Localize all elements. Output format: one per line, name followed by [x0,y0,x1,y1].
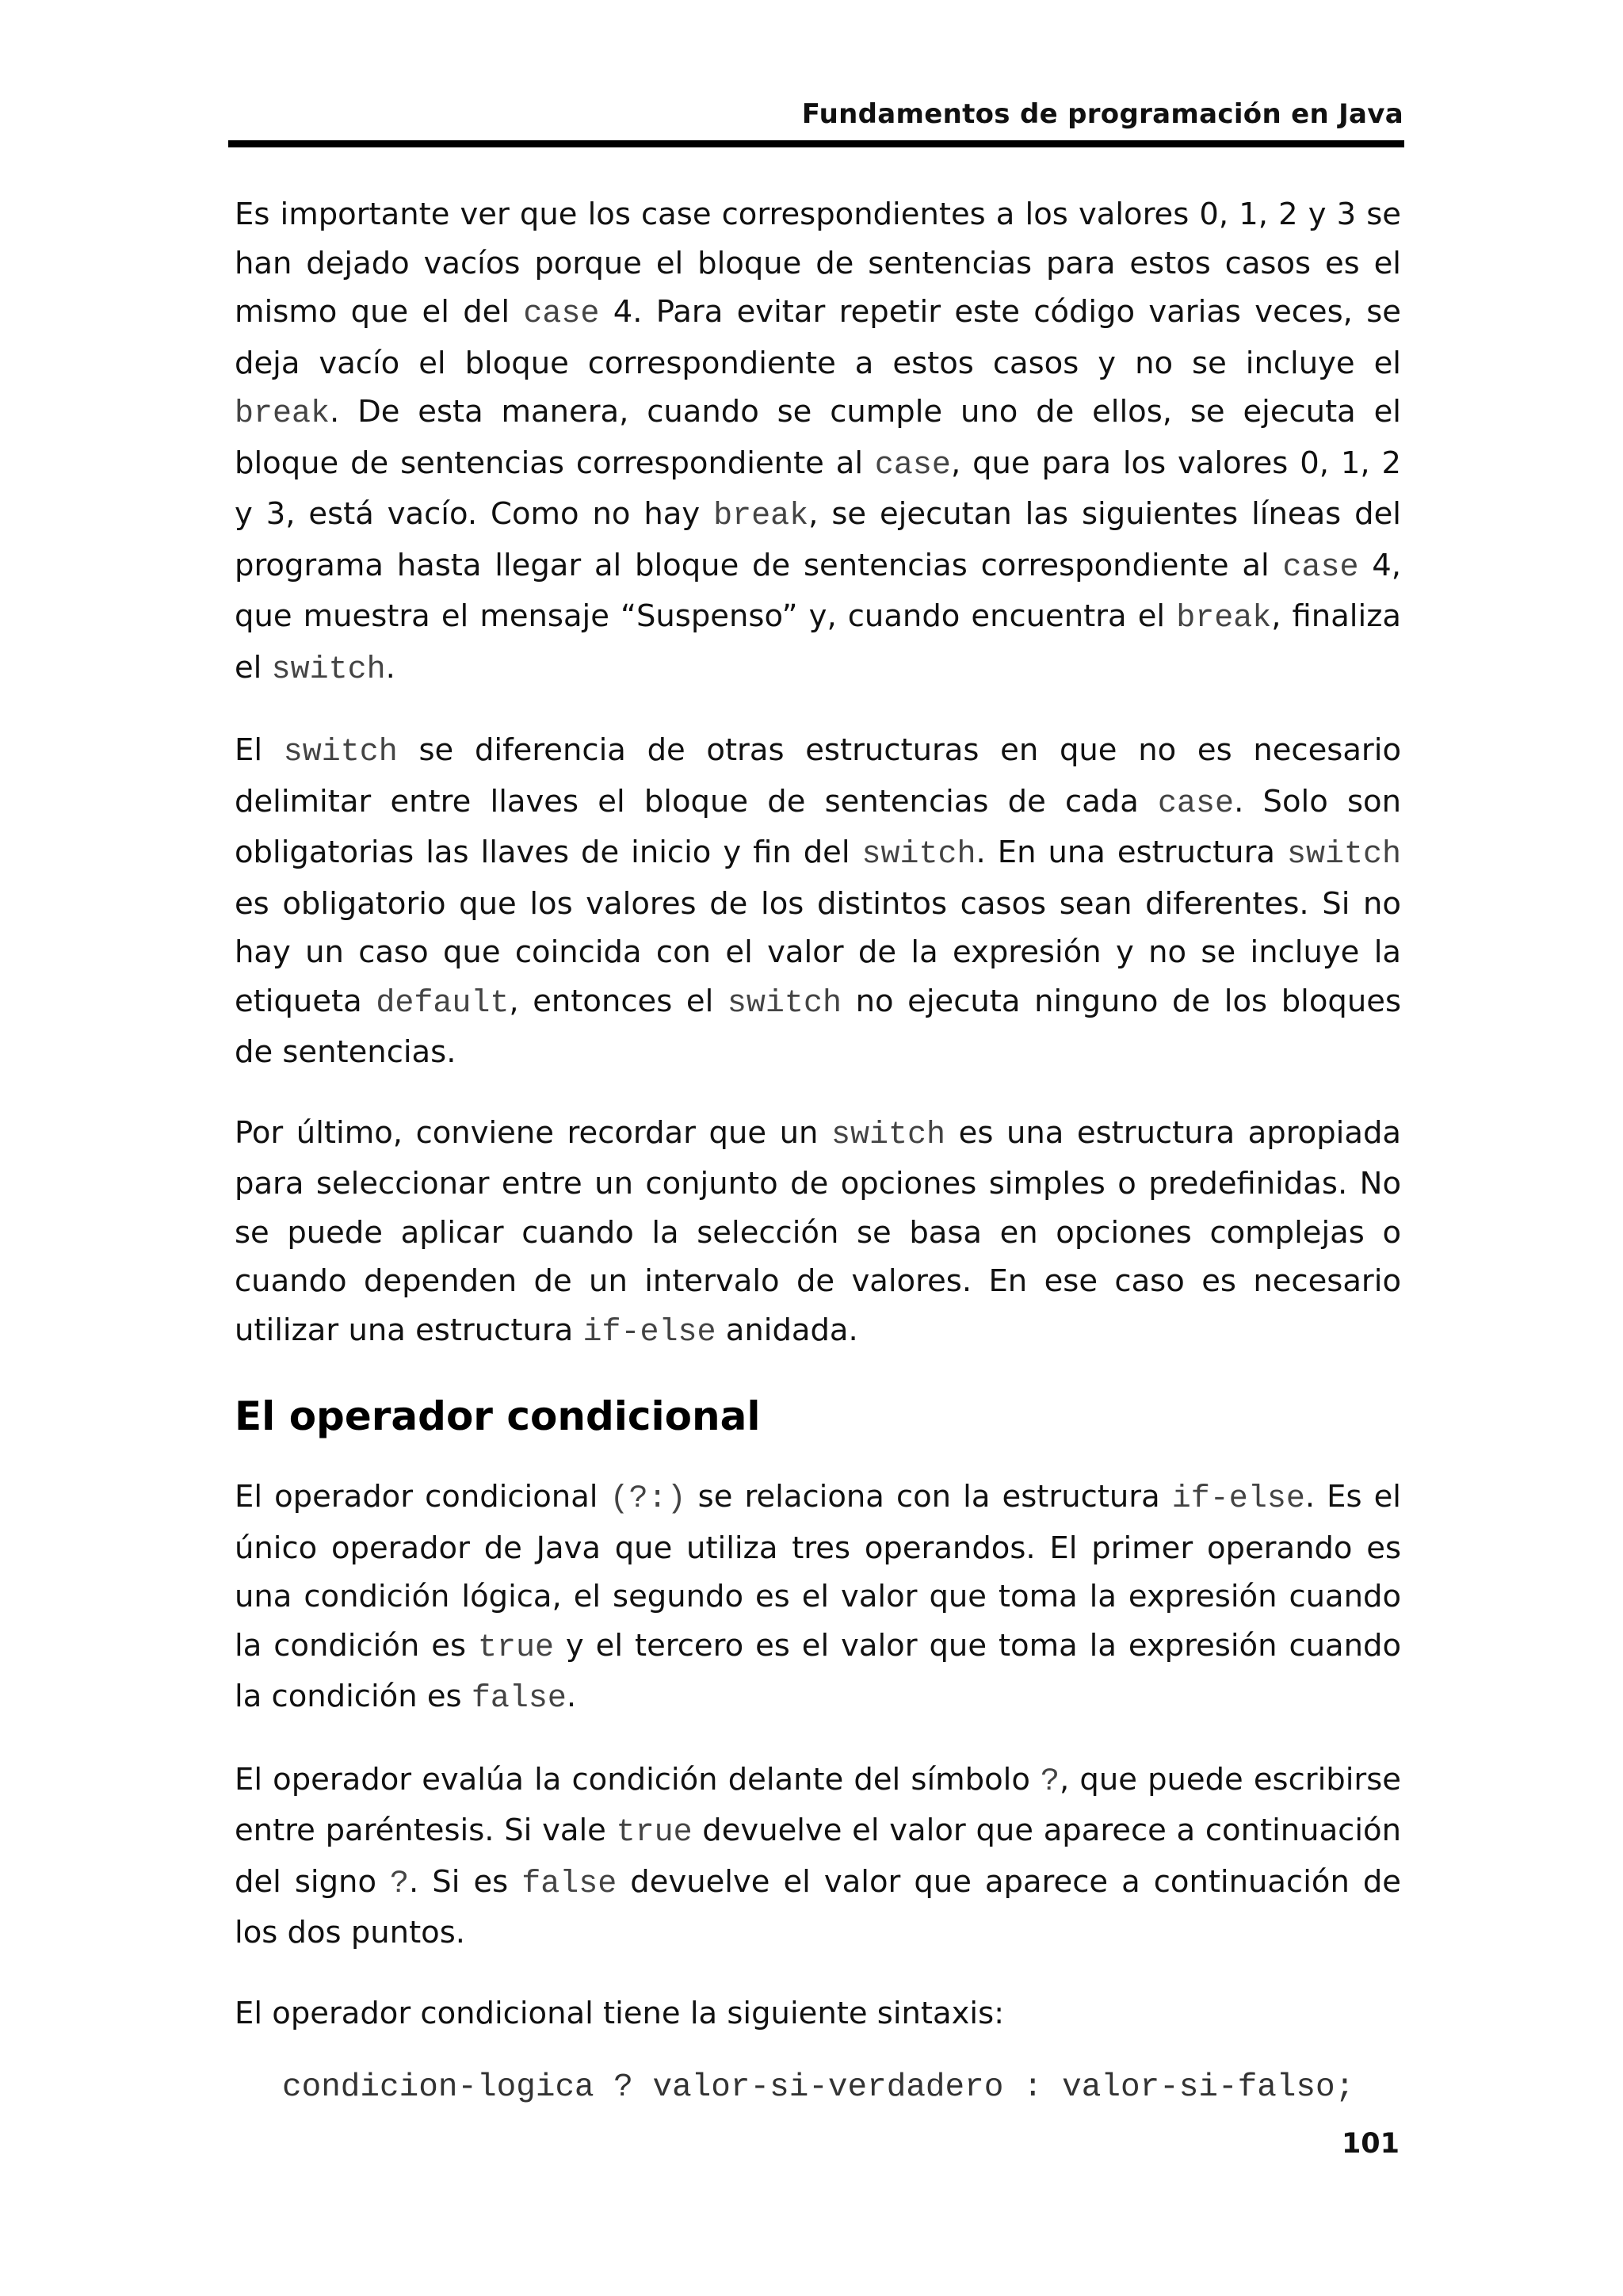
text-run: es obligatorio que los valores de los distintos casos sean diferentes. Si no hay un caso que coincida con el valor de la expresión y no se incluye la etiqueta [235,885,1401,1019]
text-run: , que puede escribirse entre paréntesis. Si vale [235,1761,1401,1848]
header-rule [228,140,1404,147]
text-run: no ejecuta ninguno de los bloques de sentencias. [235,983,1401,1070]
text-run: 4. Para evitar repetir este código varias veces, se deja vacío el bloque correspondiente a estos casos y no se incluye el [235,294,1401,381]
paragraph [235,190,1401,694]
inline-code: true [477,1629,554,1666]
inline-code: switch [861,837,976,873]
text-run: anidada. [716,1312,858,1348]
page-body [235,190,1401,2106]
text-run: Es importante ver que los case correspondientes a los valores 0, 1, 2 y 3 se han dejado vacíos porque el bloque de sentencias para estos casos es el mismo que el del [235,197,1401,330]
syntax-code-line: condicion-logica ? valor-si-verdadero : valor-si-falso; [282,2069,1355,2106]
paragraph [235,1755,1401,1958]
text-run: y el tercero es el valor que toma la expresión cuando la condición es [235,1627,1401,1714]
inline-code: switch [1286,837,1401,873]
inline-code: case [1282,549,1359,586]
text-run: , que para los valores 0, 1, 2 y 3, está vacío. Como no hay [235,445,1401,532]
inline-code: case [874,447,951,483]
page-header-title: Fundamentos de programación en Java [801,98,1403,130]
inline-code: false [471,1681,567,1717]
inline-code: break [235,396,330,432]
inline-code: false [521,1866,617,1902]
text-run: se relaciona con la estructura [685,1479,1172,1515]
text-run: , entonces el [509,983,727,1019]
paragraph [235,1473,1401,1724]
page-number: 101 [1341,2128,1400,2160]
inline-code: case [1158,785,1235,822]
text-run: . [385,649,395,686]
section-heading: El operador condicional [235,1393,761,1439]
inline-code: break [713,499,809,534]
text-run: es una estructura apropiada para seleccionar entre un conjunto de opciones simples o predefinidas. No se puede aplicar cuando la selección se basa en opciones complejas o cuando dependen de un intervalo de valores. En ese caso es necesario utilizar una estructura [235,1114,1401,1348]
text-run: devuelve el valor que aparece a continuación del signo [235,1813,1401,1900]
inline-code: if-else [1171,1481,1305,1517]
text-run: El operador condicional tiene la siguiente sintaxis: [235,1995,1005,2031]
text-run: El [235,732,284,768]
paragraph [235,1989,1401,2038]
inline-code: switch [831,1117,946,1153]
text-run: devuelve el valor que aparece a continuación de los dos puntos. [235,1863,1401,1950]
inline-code: switch [283,735,398,770]
inline-code: if-else [582,1314,716,1350]
inline-code: case [523,296,600,332]
text-run: El operador condicional [235,1479,610,1515]
text-run: . [566,1679,577,1714]
inline-code: switch [271,651,386,688]
text-run: . Es el único operador de Java que utiliza tres operandos. El primer operando es una condición lógica, el segundo es el valor que toma la expresión cuando la condición es [235,1479,1402,1664]
inline-code: default [376,985,510,1022]
text-run: El operador evalúa la condición delante del símbolo [235,1761,1041,1797]
text-run: 4, que muestra el mensaje “Suspenso” y, cuando encuentra el [235,547,1401,634]
inline-code: switch [727,985,842,1022]
text-run: , finaliza el [235,598,1401,686]
text-run: . De esta manera, cuando se cumple uno de ellos, se ejecuta el bloque de sentencias correspondiente al [235,394,1401,481]
text-run: . En una estructura [976,835,1287,870]
paragraph [235,726,1401,1077]
inline-code: (?:) [609,1481,686,1517]
inline-code: ? [390,1866,410,1902]
text-run: Por último, conviene recordar que un [235,1114,832,1151]
inline-code: break [1176,601,1272,636]
paragraph [235,1109,1401,1358]
inline-code: true [616,1815,693,1851]
text-run: , se ejecutan las siguientes líneas del programa hasta llegar al bloque de sentencias correspondiente al [235,496,1401,583]
text-run: se diferencia de otras estructuras en que no es necesario delimitar entre llaves el bloque de sentencias de cada [235,732,1402,819]
inline-code: ? [1041,1763,1060,1800]
text-run: . Solo son obligatorias las llaves de inicio y fin del [235,783,1401,870]
text-run: . Si es [409,1863,522,1900]
